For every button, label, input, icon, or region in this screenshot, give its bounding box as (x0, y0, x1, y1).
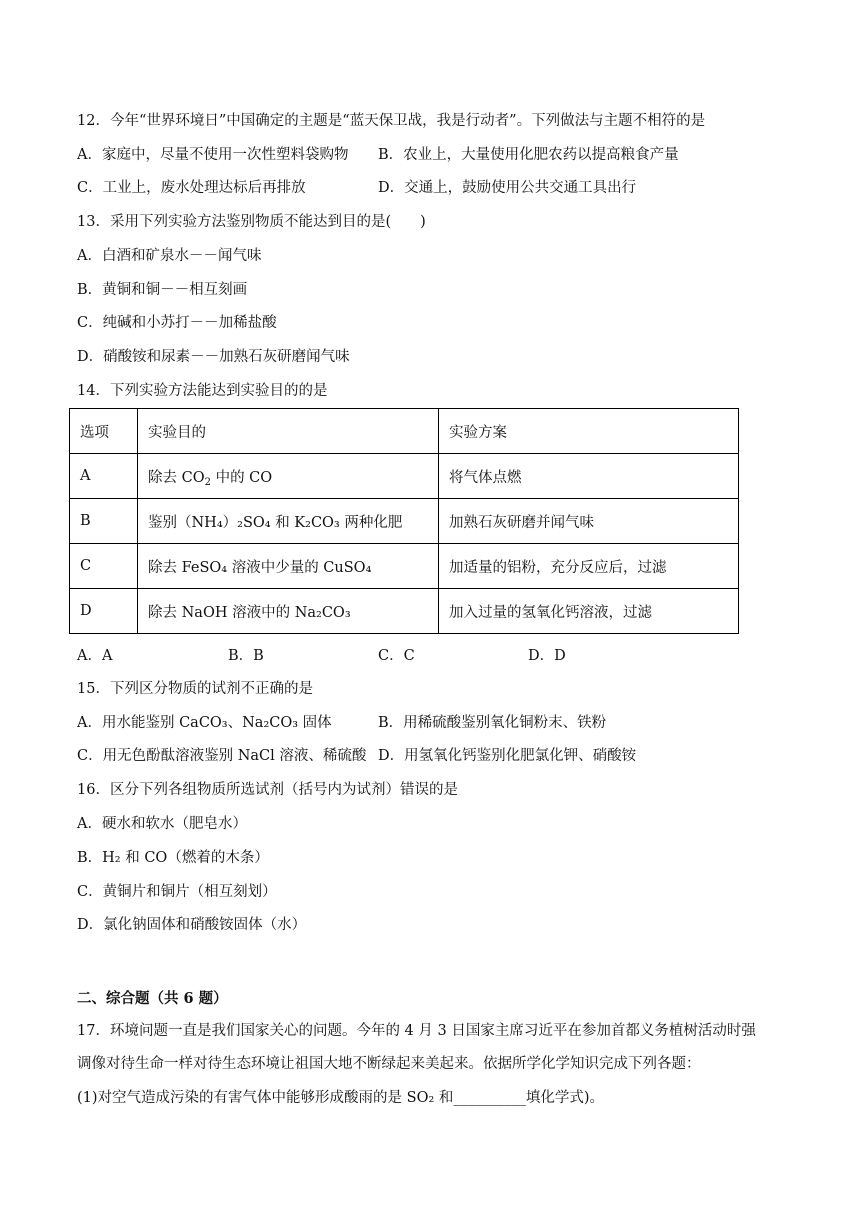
goal-text: 除去 CO (148, 469, 205, 486)
row-goal: 鉴别（NH₄）₂SO₄ 和 K₂CO₃ 两种化肥 (138, 499, 439, 544)
table-header-row (70, 409, 739, 454)
q12-option-d: D．交通上，鼓励使用公共交通工具出行 (378, 180, 637, 196)
q17-line-1: 17．环境问题一直是我们国家关心的问题。今年的 4 月 3 日国家主席习近平在参加首都义务植树活动时强 (77, 1023, 756, 1039)
table-row (70, 454, 739, 499)
row-plan: 将气体点燃 (439, 454, 739, 499)
q15-stem: 15．下列区分物质的试剂不正确的是 (77, 681, 313, 697)
q13-option-c: C．纯碱和小苏打－－加稀盐酸 (77, 315, 277, 331)
section-heading: 二、综合题（共 6 题） (77, 990, 228, 1007)
q15-option-d: D．用氢氧化钙鉴别化肥氯化钾、硝酸铵 (378, 748, 637, 764)
q17-line-2: 调像对待生命一样对待生态环境让祖国大地不断绿起来美起来。依据所学化学知识完成下列各题： (77, 1056, 701, 1072)
header-goal: 实验目的 (138, 409, 439, 454)
q12-option-c: C．工业上，废水处理达标后再排放 (77, 180, 306, 196)
row-goal: 除去 NaOH 溶液中的 Na₂CO₃ (138, 589, 439, 634)
row-option: B (70, 499, 138, 544)
q16-option-b: B．H₂ 和 CO（燃着的木条） (77, 850, 269, 866)
row-option: D (70, 589, 138, 634)
header-plan: 实验方案 (439, 409, 739, 454)
q15-option-c: C．用无色酚酞溶液鉴别 NaCl 溶液、稀硫酸 (77, 748, 367, 764)
row-plan: 加适量的铝粉，充分反应后，过滤 (439, 544, 739, 589)
q16-option-c: C．黄铜片和铜片（相互刻划） (77, 884, 277, 900)
header-option: 选项 (70, 409, 138, 454)
q13-option-a: A．白酒和矿泉水－－闻气味 (77, 248, 262, 264)
q12-option-b: B．农业上，大量使用化肥农药以提高粮食产量 (378, 147, 679, 163)
table-row (70, 589, 739, 634)
q16-option-a: A．硬水和软水（肥皂水） (77, 816, 247, 832)
row-goal: 除去 FeSO₄ 溶液中少量的 CuSO₄ (138, 544, 439, 589)
q15-option-b: B．用稀硫酸鉴别氧化铜粉末、铁粉 (378, 715, 607, 731)
q17-line-3: (1)对空气造成污染的有害气体中能够形成酸雨的是 SO₂ 和__________填化学式)。 (77, 1090, 605, 1106)
q14-option-a: A．A (77, 648, 113, 664)
goal-subscript: 2 (204, 476, 211, 488)
table-row (70, 544, 739, 589)
q14-option-b: B．B (228, 648, 264, 664)
row-option: A (70, 454, 138, 499)
row-plan: 加入过量的氢氧化钙溶液，过滤 (439, 589, 739, 634)
q14-stem: 14．下列实验方法能达到实验目的的是 (77, 383, 328, 399)
row-option: C (70, 544, 138, 589)
q15-option-a: A．用水能鉴别 CaCO₃、Na₂CO₃ 固体 (77, 715, 332, 731)
row-plan: 加熟石灰研磨并闻气味 (439, 499, 739, 544)
goal-text: 中的 CO (210, 469, 273, 486)
q13-option-d: D．硝酸铵和尿素－－加熟石灰研磨闻气味 (77, 349, 350, 365)
q14-option-d: D．D (528, 648, 566, 664)
q16-option-d: D．氯化钠固体和硝酸铵固体（水） (77, 917, 307, 933)
q13-option-b: B．黄铜和铜－－相互刻画 (77, 282, 248, 298)
table-row (70, 499, 739, 544)
q14-table (69, 408, 739, 634)
q14-option-c: C．C (378, 648, 415, 664)
q12-option-a: A．家庭中，尽量不使用一次性塑料袋购物 (77, 147, 349, 163)
q16-stem: 16．区分下列各组物质所选试剂（括号内为试剂）错误的是 (77, 782, 458, 798)
row-goal (138, 454, 439, 499)
q12-stem: 12．今年“世界环境日”中国确定的主题是“蓝天保卫战，我是行动者”。下列做法与主题不相符的是 (77, 113, 706, 129)
q13-stem: 13．采用下列实验方法鉴别物质不能达到目的是( ) (77, 214, 426, 230)
